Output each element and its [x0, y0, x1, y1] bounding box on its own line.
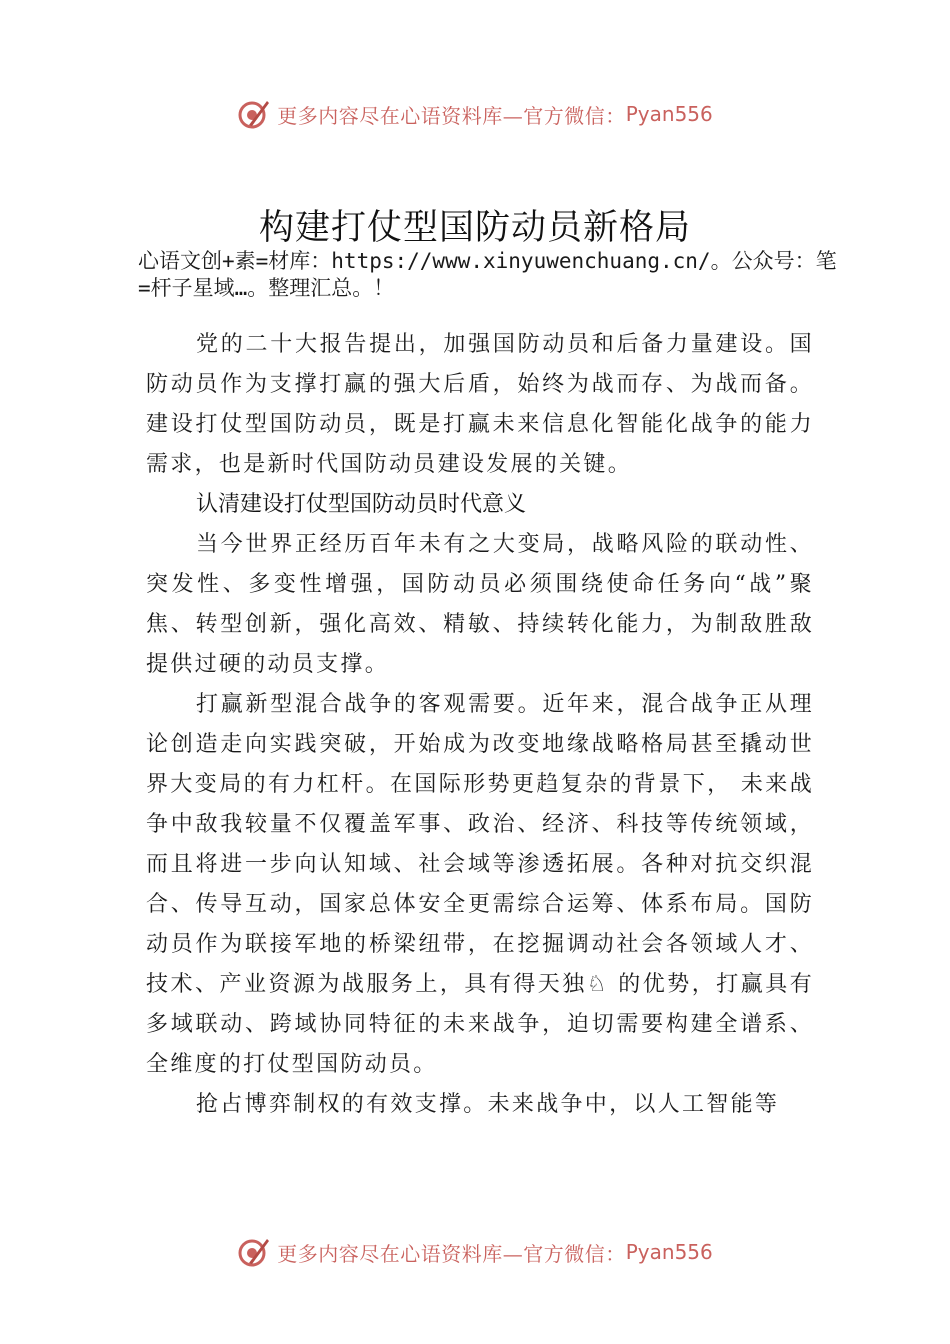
pen-logo-icon [237, 1235, 271, 1269]
article-body [146, 325, 814, 1125]
paragraph-hybrid-war: 打赢新型混合战争的客观需要。近年来，混合战争正从理论创造走向实践突破，开始成为改变地缘战略格局甚至撬动世界大变局的有力杠杆。在国际形势更趋复杂的背景下， 未来战争中敌我较量不仅覆盖军事、政治、经济、科技等传统领域，而且将进一步向认知域、社会域等渗透拓展。各种对抗交织混合、传导互动，国家总体安全更需综合运筹、体系布局。国防动员作为联接军地的桥梁纽带，在挖掘调动社会各领域人才、技术、产业资源为战服务上，具有得天独♘ 的优势，打赢具有多域联动、跨域协同特征的未来战争，迫切需要构建全谱系、全维度的打仗型国防动员。 [146, 692, 814, 1077]
banner-text: 更多内容尽在心语资料库—官方微信： [277, 1241, 626, 1266]
pen-logo-icon [237, 97, 271, 131]
paragraph-control: 抢占博弈制权的有效支撑。未来战争中，以人工智能等 [196, 1092, 780, 1117]
banner-contact: Pyan556 [625, 102, 713, 126]
header-banner [0, 92, 950, 136]
paragraph-context: 当今世界正经历百年未有之大变局，战略风险的联动性、突发性、多变性增强，国防动员必须围绕使命任务向“战”聚焦、转型创新，强化高效、精敏、持续转化能力，为制敌胜敌提供过硬的动员支撑。 [146, 532, 814, 677]
paragraph-intro: 党的二十大报告提出，加强国防动员和后备力量建设。国防动员作为支撑打赢的强大后盾，始终为战而存、为战而备。建设打仗型国防动员，既是打赢未来信息化智能化战争的能力需求，也是新时代国防动员建设发展的关键。 [146, 332, 814, 477]
section-heading: 认清建设打仗型国防动员时代意义 [196, 492, 527, 517]
banner-text: 更多内容尽在心语资料库—官方微信： [277, 103, 626, 128]
banner-contact: Pyan556 [625, 1240, 713, 1264]
footer-banner [0, 1230, 950, 1274]
source-line: 心语文创+素=材库：https://www.xinyuwenchuang.cn/。公众号：笔=杆子星域…。整理汇总。！ [138, 249, 837, 300]
page-title: 构建打仗型国防动员新格局 [258, 208, 691, 248]
